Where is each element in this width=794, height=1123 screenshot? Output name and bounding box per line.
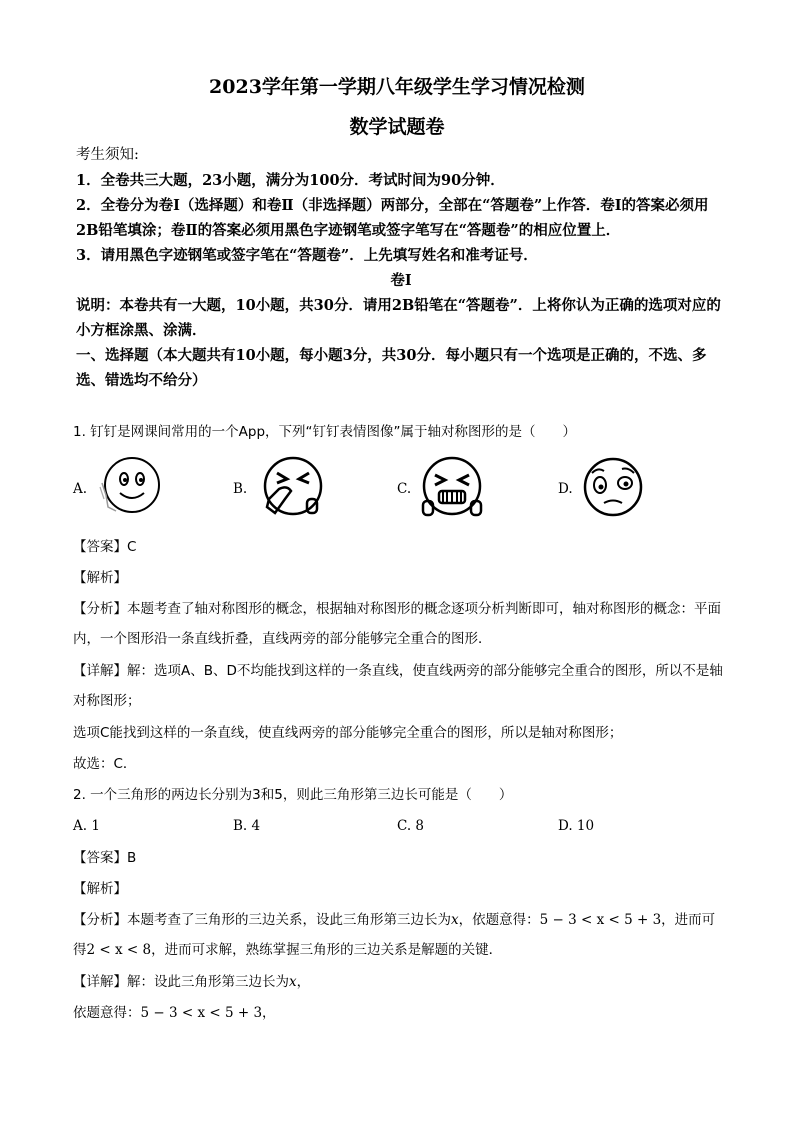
fenxi-label: 【分析】 xyxy=(73,912,127,928)
fenxi-label: 【分析】 xyxy=(73,601,127,617)
answer-label: 【答案】 xyxy=(73,850,127,866)
q1-option-d-label: D. xyxy=(558,481,573,497)
fenxi-text-c: ，进而可得 xyxy=(73,912,716,958)
section-heading: 一、选择题（本大题共有10小题，每小题3分，共30分．每小题只有一个选项是正确的，不选、多选、错选均不给分） xyxy=(76,347,707,389)
question-2-stem: 2. 一个三角形的两边长分别为3和5，则此三角形第三边长可能是（ ） xyxy=(73,787,513,803)
q1-xiangjie-3: 故选：C． xyxy=(73,756,137,772)
xiangjie-text: 解：选项A、B、D不均能找到这样的一条直线，使直线两旁的部分能够完全重合的图形，所以不是轴对称图形； xyxy=(73,663,723,709)
question-1-stem: 1. 钉钉是网课间常用的一个App，下列“钉钉表情图像”属于轴对称图形的是（ ） xyxy=(73,424,577,440)
q2-answer xyxy=(73,843,725,873)
answer-value: B xyxy=(127,850,137,866)
q1-option-a-label: A. xyxy=(73,481,88,497)
notice-head: 考生须知: xyxy=(76,147,139,163)
volume-explanation: 说明：本卷共有一大题，10小题，共30分．请用2B铅笔在“答题卷”．上将你认为正确的选项对应的小方框涂黑、涂满． xyxy=(76,297,721,339)
inequality-1: 5 − 3 < x < 5 + 3 xyxy=(539,912,662,928)
notice-item-1: 1．全卷共三大题，23小题，满分为100分．考试时间为90分钟． xyxy=(76,172,505,189)
candidate-notice xyxy=(76,143,726,393)
xiangjie-text-a: 解：设此三角形第三边长为 xyxy=(127,974,289,990)
fenxi-text-b: ，依题意得： xyxy=(458,912,540,928)
q2-last-line xyxy=(73,998,725,1028)
inequality-2: 2 < x < 8 xyxy=(86,942,152,958)
inequality-3: 5 − 3 < x < 5 + 3 xyxy=(140,1005,263,1021)
notice-item-2: 2．全卷分为卷Ⅰ（选择题）和卷Ⅱ（非选择题）两部分，全部在“答题卷”上作答．卷Ⅰ的答案必须用2B铅笔填涂；卷Ⅱ的答案必须用黑色字迹钢笔或签字笔写在“答题卷”的相应位置上． xyxy=(76,197,709,239)
q1-option-c-label: C. xyxy=(397,481,412,497)
q1-option-b-label: B. xyxy=(233,481,248,497)
last-text-a: 依题意得： xyxy=(73,1005,141,1021)
q2-option-c: C. 8 xyxy=(397,818,425,834)
laughing-face-icon xyxy=(417,455,487,521)
fenxi-text-d: ，进而可求解，熟练掌握三角形的三边关系是解题的关键． xyxy=(151,942,503,958)
q1-xiangjie xyxy=(73,656,725,716)
fenxi-text: 本题考查了轴对称图形的概念，根据轴对称图形的概念逐项分析判断即可，轴对称图形的概念：平面内，一个图形沿一条直线折叠，直线两旁的部分能够完全重合的图形． xyxy=(73,601,721,647)
q2-option-a: A. 1 xyxy=(73,818,100,834)
covering-mouth-face-icon xyxy=(255,455,327,521)
q2-option-b: B. 4 xyxy=(233,818,261,834)
q1-answer xyxy=(73,532,725,562)
xiangjie-label: 【详解】 xyxy=(73,974,127,990)
last-text-b: ， xyxy=(262,1005,276,1021)
q2-option-d: D. 10 xyxy=(558,818,595,834)
variable-x: x xyxy=(289,974,297,990)
exam-subtitle: 数学试题卷 xyxy=(349,116,445,138)
q1-analysis-label: 【解析】 xyxy=(73,570,127,586)
xiangjie-label: 【详解】 xyxy=(73,663,127,679)
variable-x: x xyxy=(451,912,459,928)
exam-title: 2023学年第一学期八年级学生学习情况检测 xyxy=(209,76,585,98)
answer-label: 【答案】 xyxy=(73,539,127,555)
notice-item-3: 3．请用黑色字迹钢笔或签字笔在“答题卷”．上先填写姓名和准考证号． xyxy=(76,247,538,264)
worried-face-icon xyxy=(578,455,648,521)
q2-xiangjie xyxy=(73,967,725,997)
q1-xiangjie-2: 选项C能找到这样的一条直线，使直线两旁的部分能够完全重合的图形，所以是轴对称图形； xyxy=(73,725,623,741)
q2-fenxi xyxy=(73,905,725,965)
smiling-wave-face-icon xyxy=(94,455,164,517)
q2-analysis-label: 【解析】 xyxy=(73,881,127,897)
volume-label: 卷Ⅰ xyxy=(390,272,412,289)
xiangjie-text-b: ， xyxy=(296,974,311,990)
q1-fenxi xyxy=(73,594,725,654)
answer-value: C xyxy=(127,539,137,555)
fenxi-text-a: 本题考查了三角形的三边关系，设此三角形第三边长为 xyxy=(127,912,451,928)
